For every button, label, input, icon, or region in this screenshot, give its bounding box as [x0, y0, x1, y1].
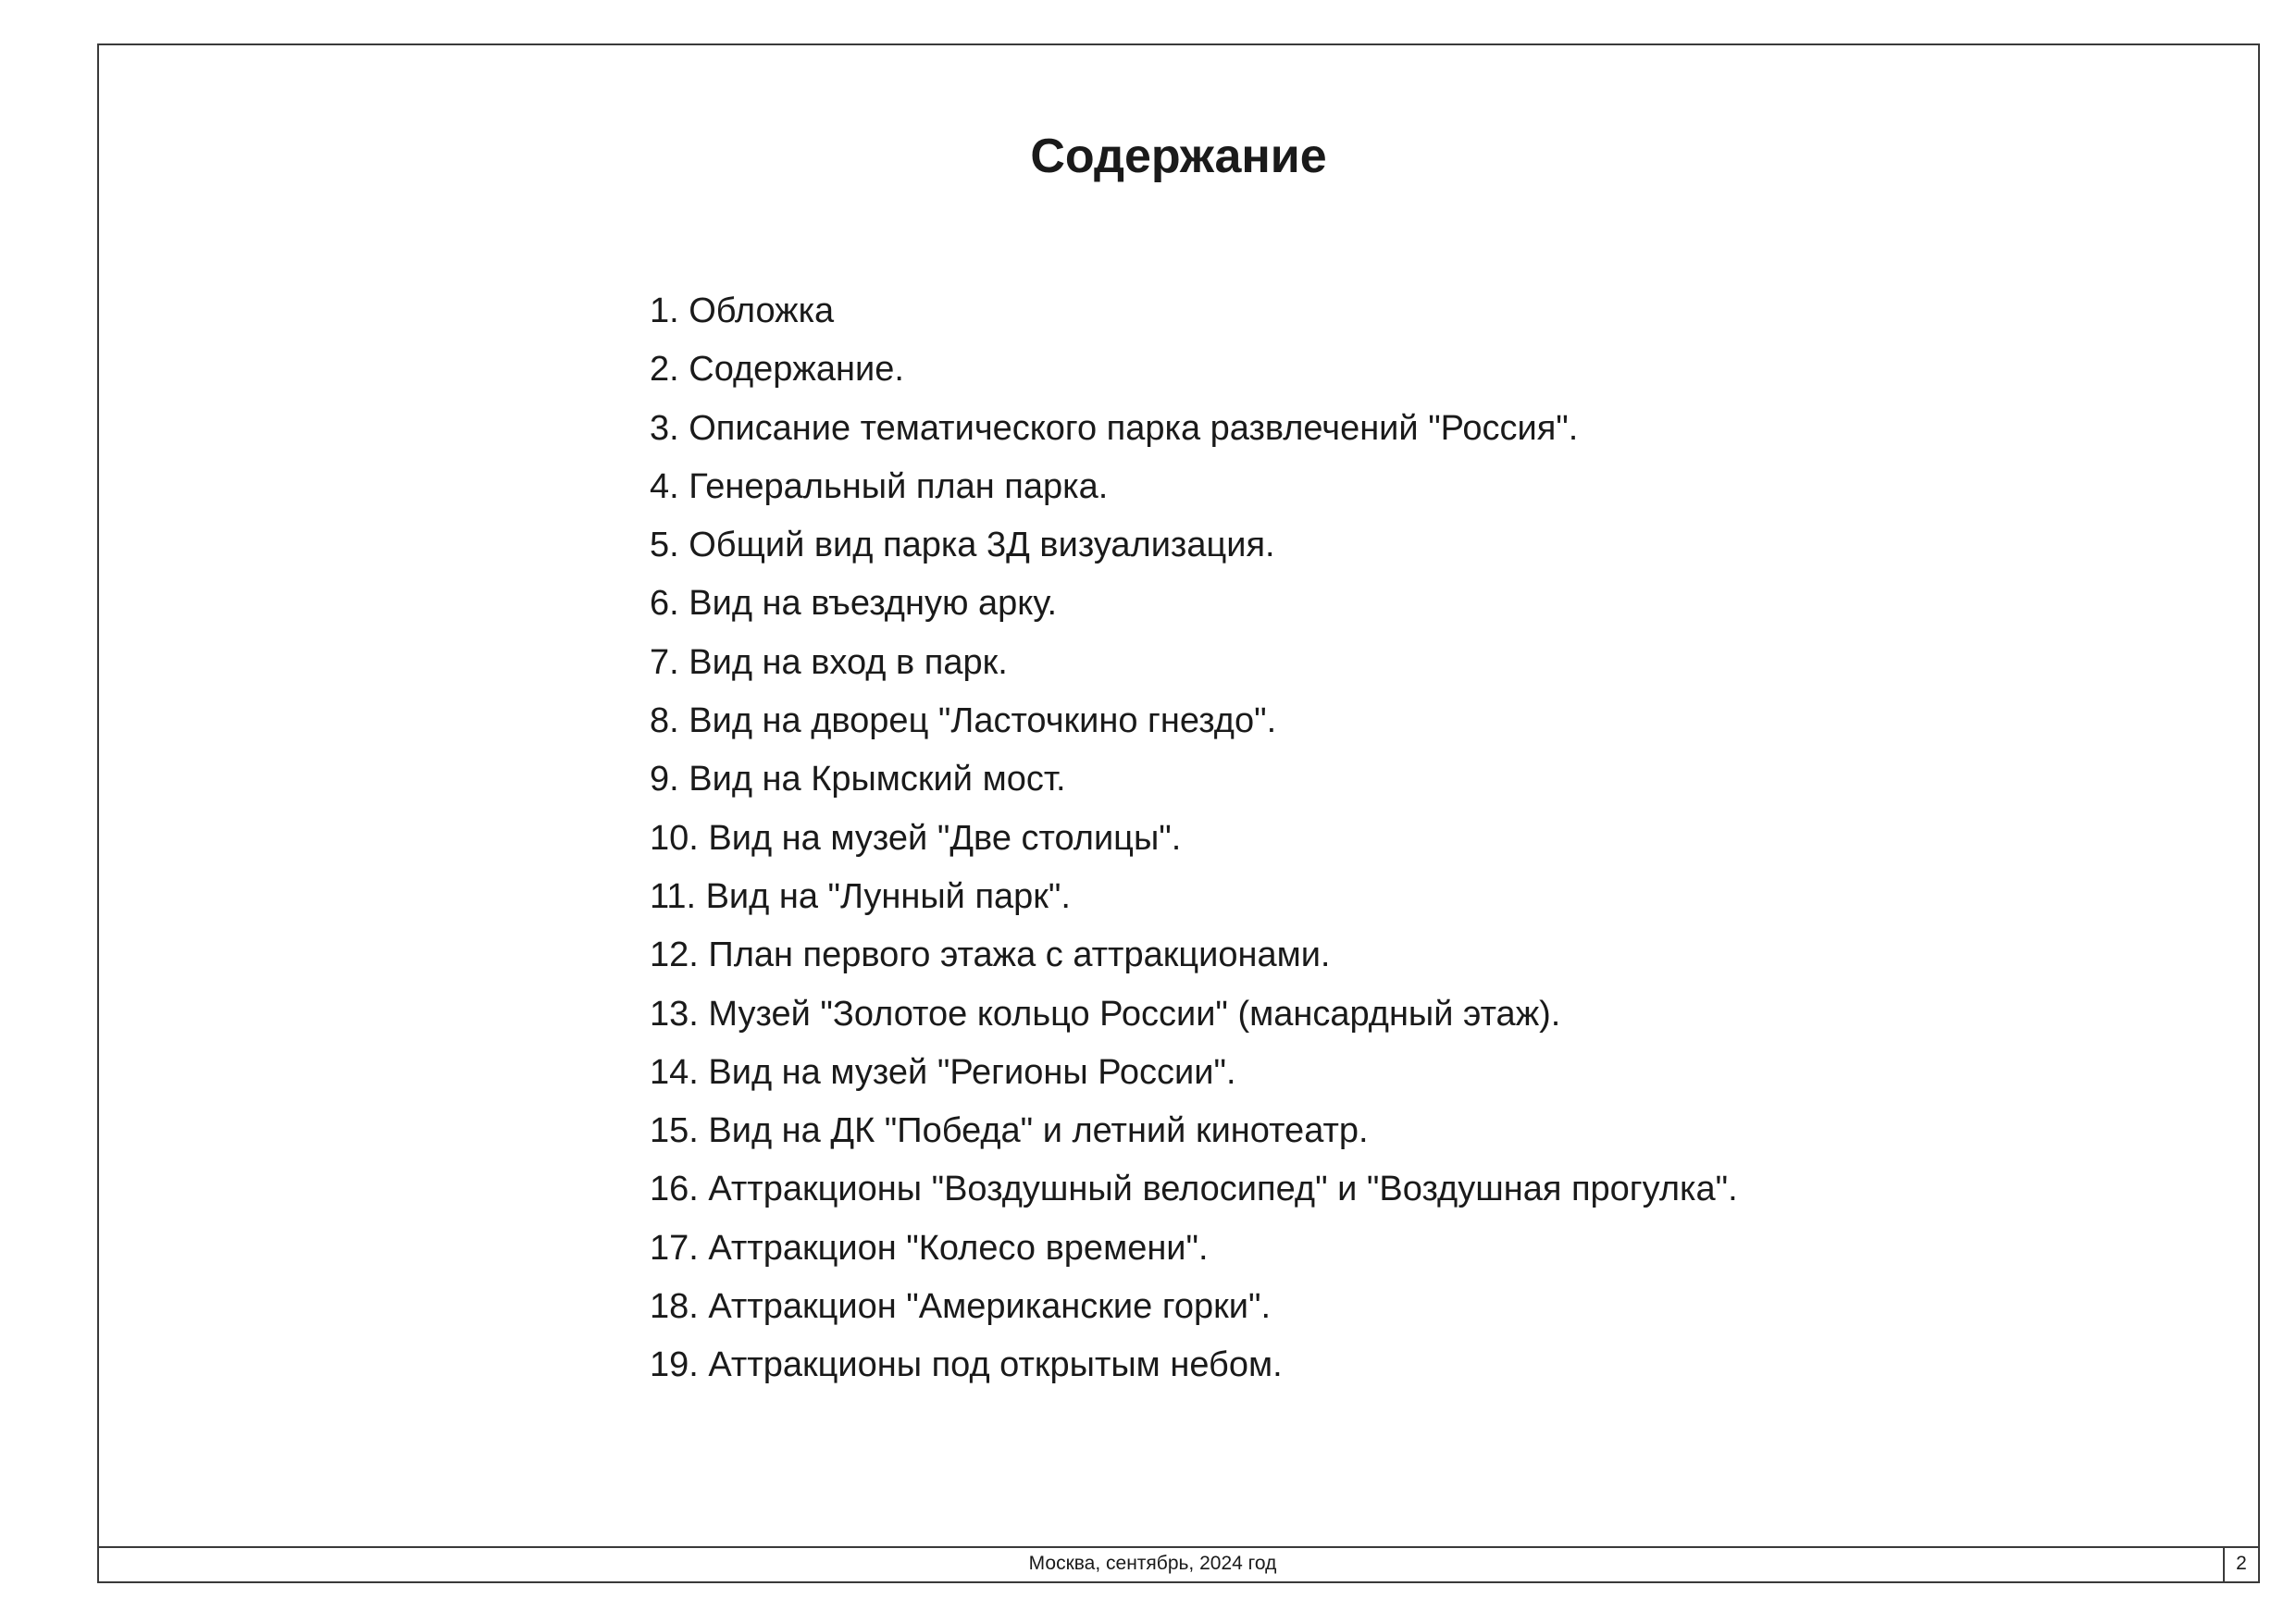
- toc-item: 15. Вид на ДК "Победа" и летний кинотеатр.: [650, 1111, 1369, 1151]
- footer-location-date: Москва, сентябрь, 2024 год: [1028, 1553, 1277, 1574]
- toc-item: 8. Вид на дворец "Ласточкино гнездо".: [650, 701, 1277, 741]
- table-of-contents: [650, 282, 1738, 1395]
- toc-item: 12. План первого этажа с аттракционами.: [650, 935, 1331, 975]
- toc-item: 5. Общий вид парка 3Д визуализация.: [650, 526, 1275, 565]
- toc-item: 9. Вид на Крымский мост.: [650, 760, 1066, 799]
- toc-item: 14. Вид на музей "Регионы России".: [650, 1052, 1236, 1092]
- toc-item: 10. Вид на музей "Две столицы".: [650, 818, 1182, 858]
- page-frame: [97, 43, 2260, 1583]
- toc-item: 1. Обложка: [650, 291, 835, 330]
- toc-item: 6. Вид на въездную арку.: [650, 584, 1058, 624]
- toc-item: 19. Аттракционы под открытым небом.: [650, 1345, 1283, 1385]
- toc-item: 16. Аттракционы "Воздушный велосипед" и "Воздушная прогулка".: [650, 1170, 1738, 1209]
- page-number: 2: [2223, 1548, 2258, 1581]
- toc-item: 2. Содержание.: [650, 350, 904, 390]
- toc-item: 4. Генеральный план парка.: [650, 466, 1109, 506]
- toc-item: 18. Аттракцион "Американские горки".: [650, 1287, 1272, 1327]
- toc-item: 3. Описание тематического парка развлечений "Россия".: [650, 408, 1579, 448]
- toc-item: 13. Музей "Золотое кольцо России" (мансардный этаж).: [650, 994, 1561, 1034]
- toc-item: 11. Вид на "Лунный парк".: [650, 876, 1071, 916]
- page-footer: [99, 1546, 2258, 1581]
- toc-item: 7. Вид на вход в парк.: [650, 642, 1008, 682]
- page-title: Содержание: [1030, 130, 1327, 183]
- toc-item: 17. Аттракцион "Колесо времени".: [650, 1228, 1209, 1268]
